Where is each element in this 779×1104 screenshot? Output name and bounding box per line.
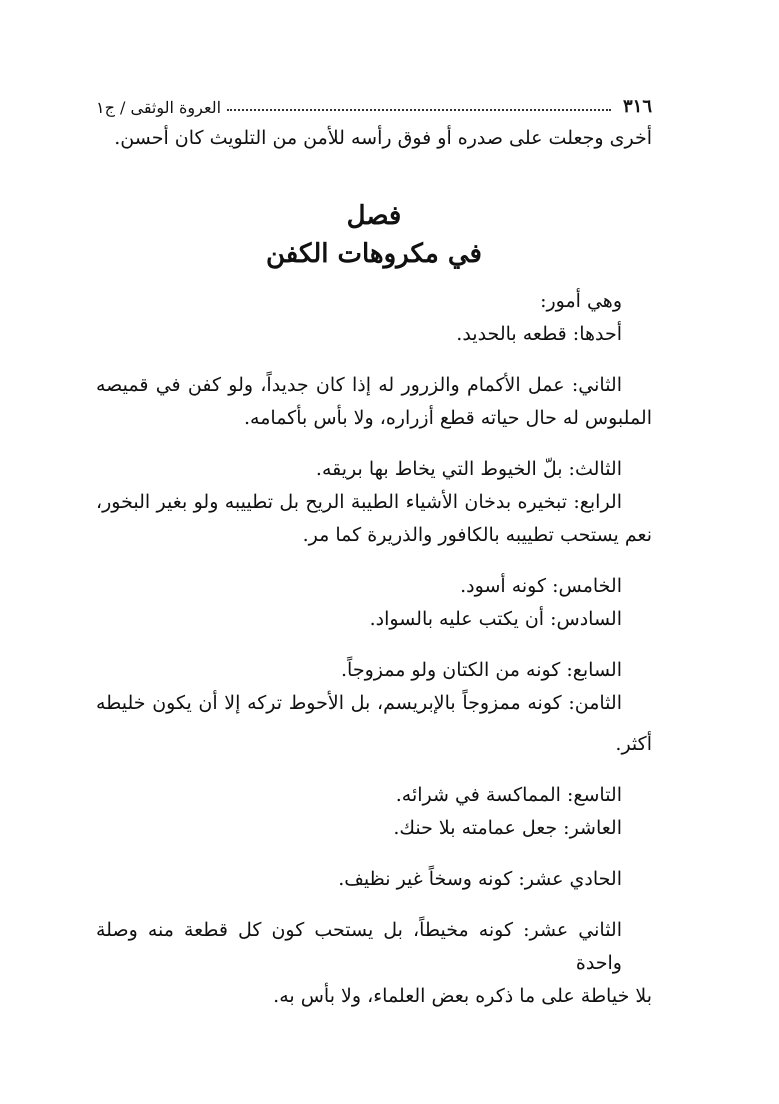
running-header-title: العروة الوثقى / ج١ xyxy=(96,98,222,117)
running-header xyxy=(96,86,652,116)
list-item-11: الحادي عشر: كونه وسخاً غير نظيف. xyxy=(338,868,622,890)
list-item-3: الثالث: بلّ الخيوط التي يخاط بها بريقه. xyxy=(315,458,622,480)
page-number: ٣١٦ xyxy=(622,96,652,117)
list-item-4-line1: الرابع: تبخيره بدخان الأشياء الطيبة الريح بل تطييبه ولو بغير البخور، xyxy=(96,491,622,513)
list-item-2-line1: الثاني: عمل الأكمام والزرور له إذا كان جديداً، ولو كفن في قميصه xyxy=(96,374,622,396)
carryover-paragraph: أخرى وجعلت على صدره أو فوق رأسه للأمن من التلويث كان أحسن. xyxy=(114,127,652,149)
document-page xyxy=(96,86,652,1013)
dotted-leader xyxy=(227,109,611,111)
list-item-9: التاسع: المماكسة في شرائه. xyxy=(395,784,622,806)
list-item-7: السابع: كونه من الكتان ولو ممزوجاً. xyxy=(341,659,622,681)
intro-line: وهي أمور: xyxy=(540,290,622,312)
section-heading-title: في مكروهات الكفن xyxy=(266,239,482,269)
list-item-4-line2: نعم يستحب تطييبه بالكافور والذريرة كما مر. xyxy=(302,524,652,546)
list-item-1: أحدها: قطعه بالحديد. xyxy=(456,323,622,345)
section-heading-fasl: فصل xyxy=(346,201,402,231)
list-item-6: السادس: أن يكتب عليه بالسواد. xyxy=(369,608,622,630)
list-item-5: الخامس: كونه أسود. xyxy=(460,575,622,597)
list-item-2-line2: الملبوس له حال حياته قطع أزراره، ولا بأس بأكمامه. xyxy=(244,407,652,429)
list-item-12-line1: الثاني عشر: كونه مخيطاً، بل يستحب كون كل قطعة منه وصلة واحدة xyxy=(96,919,622,974)
list-item-8-line1: الثامن: كونه ممزوجاً بالإبريسم، بل الأحوط تركه إلا أن يكون خليطه xyxy=(96,692,622,714)
list-item-10: العاشر: جعل عمامته بلا حنك. xyxy=(393,817,622,839)
list-item-12-line2: بلا خياطة على ما ذكره بعض العلماء، ولا بأس به. xyxy=(273,985,652,1007)
list-item-8-line2: أكثر. xyxy=(615,733,652,755)
